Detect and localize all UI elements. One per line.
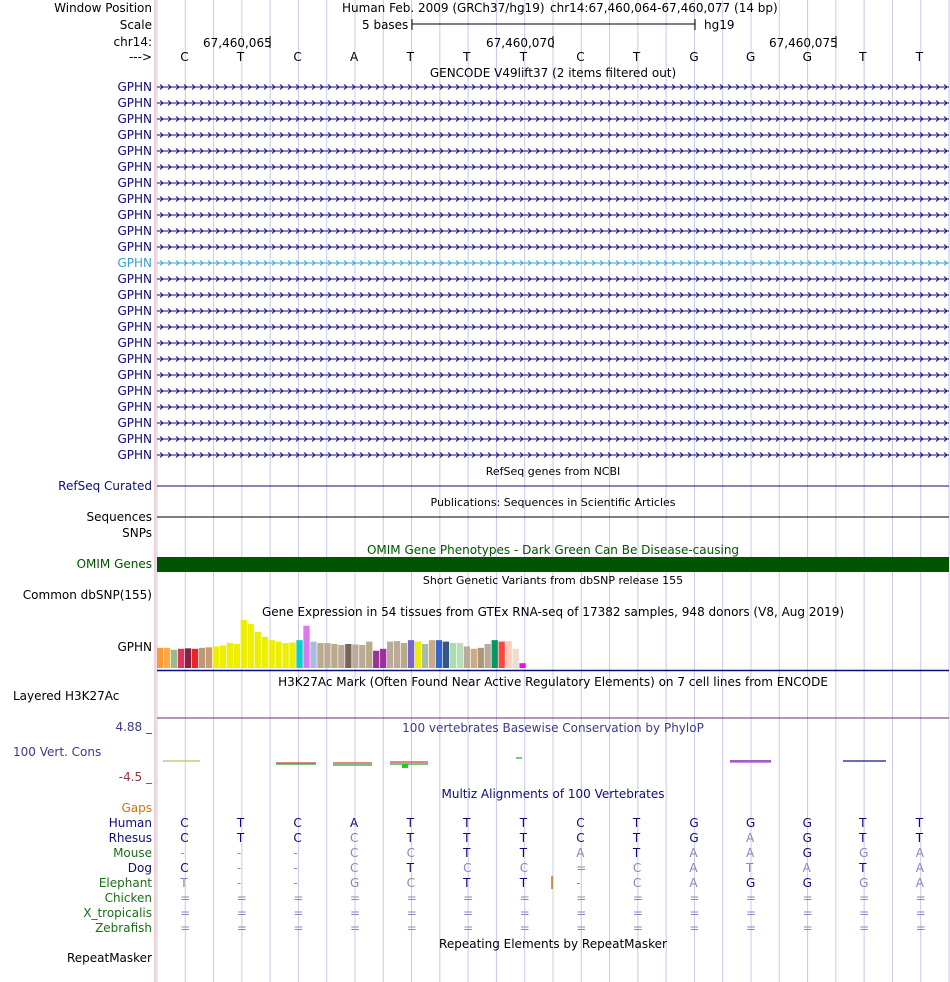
alignment-base: = [463,921,474,935]
gtex-bar [338,645,344,668]
tick-label: 67,460,070 [486,36,555,50]
gtex-label[interactable]: GPHN [117,640,152,654]
alignment-base: C [576,816,585,830]
alignment-base: G [802,876,812,890]
alignment-base: = [802,891,813,905]
gtex-bar [269,640,275,668]
gtex-bar [464,646,470,668]
alignment-base: = [519,906,530,920]
alignment-base: G [859,846,869,860]
gtex-bar [401,643,407,668]
alignment-base: C [180,831,189,845]
gtex-bar [255,632,261,668]
species-label[interactable]: X_tropicalis [83,906,152,920]
gencode-transcript-label[interactable]: GPHN [117,112,152,126]
gencode-transcript-label[interactable]: GPHN [117,320,152,334]
alignment-base: = [859,921,870,935]
gtex-bar [352,644,358,668]
gencode-transcript-label[interactable]: GPHN [117,304,152,318]
omim-label[interactable]: OMIM Genes [76,557,152,571]
assembly-text: Human Feb. 2009 (GRCh37/hg19) [342,1,545,15]
alignment-base: G [859,876,869,890]
tick-label: 67,460,075 [769,36,838,50]
alignment-base: - [180,846,185,860]
alignment-base: T [519,816,528,830]
gtex-bar [450,643,456,668]
gencode-transcript-label[interactable]: GPHN [117,416,152,430]
alignment-base: T [519,876,528,890]
alignment-base: A [689,846,698,860]
gencode-transcript-label[interactable]: GPHN [117,272,152,286]
alignment-base: G [802,816,812,830]
gencode-transcript-label[interactable]: GPHN [117,400,152,414]
sequence-base: T [859,50,867,64]
scale-label: Scale [119,18,152,32]
alignment-base: - [236,846,242,860]
gencode-transcript-label[interactable]: GPHN [117,432,152,446]
alignment-base: = [576,891,587,905]
alignment-base: = [406,891,417,905]
window-position-label: Window Position [54,1,152,15]
alignment-base: T [915,831,924,845]
species-label[interactable]: Human [108,816,152,830]
alignment-base: C [180,816,189,830]
alignment-base: G [689,816,699,830]
alignment-base: T [859,861,867,875]
gencode-transcript-label[interactable]: GPHN [117,208,152,222]
gtex-bar [436,640,442,668]
gtex-bar [499,642,505,668]
alignment-base: = [406,921,417,935]
alignment-base: C [463,861,472,875]
alignment-base: T [632,816,641,830]
alignment-base: T [406,861,414,875]
alignment-base: C [350,831,359,845]
alignment-base: A [746,846,755,860]
scale-db: hg19 [704,18,735,32]
gtex-bar [185,648,191,668]
gtex-bar [429,640,435,668]
alignment-base: C [293,816,302,830]
gtex-bar [443,642,449,668]
phylop-ymax: 4.88 _ [115,720,152,734]
gtex-bar [199,648,205,668]
gtex-bar [227,643,233,668]
position-text: chr14:67,460,064-67,460,077 (14 bp) [550,1,778,15]
gencode-transcript-label[interactable]: GPHN [117,160,152,174]
species-label[interactable]: Chicken [104,891,152,905]
dbsnp-label[interactable]: Common dbSNP(155) [22,588,152,602]
gencode-transcript-label[interactable]: GPHN [117,96,152,110]
alignment-base: T [915,816,924,830]
alignment-base: = [180,921,191,935]
gtex-bar [234,644,240,668]
alignment-base: = [746,906,757,920]
refseq-label[interactable]: RefSeq Curated [58,479,152,493]
alignment-base: = [689,906,700,920]
alignment-base: G [802,831,812,845]
sequence-base: C [180,50,189,64]
alignment-base: A [746,831,755,845]
alignment-base: = [519,891,530,905]
gtex-bar [296,640,302,668]
gtex-bar [387,642,393,668]
alignment-base: G [802,846,812,860]
omim-track-title[interactable]: OMIM Gene Phenotypes - Dark Green Can Be Disease-causing [366,543,740,557]
alignment-base: C [350,861,359,875]
alignment-base: = [689,891,700,905]
gtex-bar [359,645,365,668]
gencode-transcript-label[interactable]: GPHN [117,336,152,350]
alignment-base: A [802,861,811,875]
sequence-base: T [632,50,641,64]
gencode-transcript-label[interactable]: GPHN [117,144,152,158]
alignment-base: = [576,906,587,920]
gaps-label: Gaps [121,801,152,815]
gtex-bar [485,644,491,668]
alignment-base: A [689,876,698,890]
alignment-base: T [632,831,641,845]
gtex-bar [512,649,518,668]
alignment-base: T [632,846,641,860]
phylop-ymin: -4.5 _ [118,770,152,784]
gtex-bar [366,642,372,668]
h3k27ac-label[interactable]: Layered H3K27Ac [13,689,120,703]
omim-bar [157,557,949,572]
alignment-base: - [236,861,242,875]
alignment-base: - [293,846,298,860]
repeatmasker-track-title[interactable]: Repeating Elements by RepeatMasker [439,937,667,951]
alignment-base: T [746,861,754,875]
alignment-base: T [859,831,867,845]
gtex-bar [262,637,268,668]
alignment-base: G [746,816,756,830]
chrom-label: chr14: [113,35,152,49]
gtex-bar [380,649,386,668]
alignment-base: T [236,816,245,830]
alignment-base: T [180,876,188,890]
gtex-bar [373,651,379,668]
refseq-track-title[interactable]: RefSeq genes from NCBI [485,465,621,478]
scale-text: 5 bases [362,18,409,32]
sequence-base: A [350,50,359,64]
phylop-track-title[interactable]: 100 vertebrates Basewise Conservation by PhyloP [402,721,704,735]
alignment-base: T [406,831,414,845]
gtex-bar [415,642,421,668]
alignment-base: = [236,891,247,905]
gtex-bar [345,644,351,668]
sequence-base: T [519,50,528,64]
alignment-base: = [746,921,757,935]
gtex-bar [289,643,295,668]
alignment-base: A [915,846,924,860]
gtex-bar [275,642,281,668]
alignment-base: G [689,831,699,845]
species-label[interactable]: Rhesus [108,831,152,845]
gtex-bar [282,643,288,668]
alignment-base: A [576,846,585,860]
gtex-bar [178,649,184,668]
alignment-base: A [915,876,924,890]
gtex-bar [394,641,400,668]
gencode-transcript-label[interactable]: GPHN [117,192,152,206]
gencode-track-title[interactable]: GENCODE V49lift37 (2 items filtered out) [429,66,677,80]
alignment-base: = [236,921,247,935]
gtex-bar [171,650,177,668]
alignment-base: = [915,906,926,920]
alignment-base: = [632,906,643,920]
alignment-base: = [689,921,700,935]
alignment-base: T [463,831,471,845]
gencode-transcript-label[interactable]: GPHN [117,128,152,142]
phylop-mark [402,764,408,768]
alignment-base: T [463,816,471,830]
alignment-base: T [406,816,414,830]
alignment-base: = [180,906,191,920]
alignment-base: = [632,891,643,905]
alignment-base: T [519,831,528,845]
alignment-base: A [350,816,359,830]
alignment-base: = [350,921,361,935]
gencode-transcript-label[interactable]: GPHN [117,384,152,398]
gtex-bar [213,646,219,668]
alignment-base: = [350,906,361,920]
tick-label: 67,460,065 [203,36,272,50]
gencode-transcript-label[interactable]: GPHN [117,80,152,94]
sequence-base: T [236,50,245,64]
gencode-transcript-label[interactable]: GPHN [117,224,152,238]
alignment-base: T [236,831,245,845]
gtex-bar [241,620,247,668]
gencode-transcript-label[interactable]: GPHN [117,352,152,366]
gencode-transcript-label[interactable]: GPHN [117,176,152,190]
h3k27ac-track-title[interactable]: H3K27Ac Mark (Often Found Near Active Regulatory Elements) on 7 cell lines from ENCODE [278,675,828,689]
gtex-bar [324,643,330,668]
alignment-base: = [746,891,757,905]
alignment-base: T [859,816,867,830]
dbsnp-track-title[interactable]: Short Genetic Variants from dbSNP release 155 [422,574,684,587]
gtex-bar [471,649,477,668]
gencode-transcript-label[interactable]: GPHN [117,256,152,270]
alignment-base: T [463,846,471,860]
gtex-bar [422,644,428,668]
gtex-bar [317,643,323,668]
alignment-base: = [632,921,643,935]
alignment-base: C [519,861,529,875]
repeatmasker-label[interactable]: RepeatMasker [66,951,152,965]
gtex-bar [220,645,226,668]
strand-label: ---> [128,50,152,64]
alignment-base: C [632,876,642,890]
sequence-base: G [746,50,756,64]
gtex-bar [303,626,309,668]
alignment-base: - [293,876,298,890]
gencode-transcript-label[interactable]: GPHN [117,368,152,382]
alignment-base: = [406,906,417,920]
alignment-base: = [236,906,247,920]
alignment-base: = [293,891,304,905]
gtex-bar [248,624,254,668]
gtex-bar [519,663,525,668]
alignment-base: = [915,921,926,935]
species-label[interactable]: Elephant [98,876,152,890]
species-label[interactable]: Zebrafish [95,921,152,935]
sequence-base: G [802,50,812,64]
sequence-base: T [915,50,924,64]
alignment-base: C [406,846,415,860]
alignment-base: G [746,876,756,890]
sequence-base: C [293,50,302,64]
publications-track-title[interactable]: Publications: Sequences in Scientific Articles [430,496,676,509]
sequence-base: C [576,50,585,64]
sequence-base: T [463,50,471,64]
gtex-bar [408,640,414,668]
alignment-base: G [350,876,360,890]
snps-label[interactable]: SNPs [122,526,152,540]
alignment-base: = [519,921,530,935]
alignment-base: = [859,906,870,920]
gencode-transcript-label[interactable]: GPHN [117,448,152,462]
gtex-bar [478,648,484,668]
sequence-base: G [689,50,699,64]
alignment-base: - [293,861,298,875]
alignment-base: = [576,861,587,875]
alignment-base: T [463,876,471,890]
gtex-bar [506,641,512,668]
alignment-base: = [576,921,587,935]
gtex-bar [310,642,316,668]
alignment-base: C [350,846,359,860]
alignment-base: C [576,831,585,845]
gtex-bar [206,647,212,668]
alignment-base: = [915,891,926,905]
multiz-track-title[interactable]: Multiz Alignments of 100 Vertebrates [441,787,665,801]
gtex-bar [192,649,198,668]
gtex-bar [457,643,463,668]
alignment-base: = [293,906,304,920]
alignment-base: = [463,906,474,920]
alignment-base: - [576,876,581,890]
phylop-label[interactable]: 100 Vert. Cons [13,745,102,759]
sequence-base: T [406,50,414,64]
alignment-base: - [236,876,242,890]
alignment-base: = [350,891,361,905]
alignment-base: = [463,891,474,905]
alignment-base: = [293,921,304,935]
alignment-base: A [689,861,698,875]
publications-label[interactable]: Sequences [86,510,152,524]
gencode-transcript-label[interactable]: GPHN [117,288,152,302]
alignment-base: = [859,891,870,905]
alignment-base: = [180,891,191,905]
gtex-bar [492,640,498,668]
gtex-bar [331,644,337,668]
species-label[interactable]: Mouse [113,846,152,860]
alignment-base: = [802,921,813,935]
alignment-base: T [519,846,528,860]
alignment-base: C [293,831,302,845]
species-label[interactable]: Dog [127,861,152,875]
alignment-base: A [915,861,924,875]
gencode-transcript-label[interactable]: GPHN [117,240,152,254]
gtex-track-title[interactable]: Gene Expression in 54 tissues from GTEx RNA-seq of 17382 samples, 948 donors (V8, Aug 2019) [261,605,845,619]
alignment-base: C [406,876,415,890]
alignment-base: = [802,906,813,920]
gtex-bar [157,648,163,668]
gtex-bar [164,648,170,668]
alignment-base: C [632,861,642,875]
alignment-base: C [180,861,189,875]
